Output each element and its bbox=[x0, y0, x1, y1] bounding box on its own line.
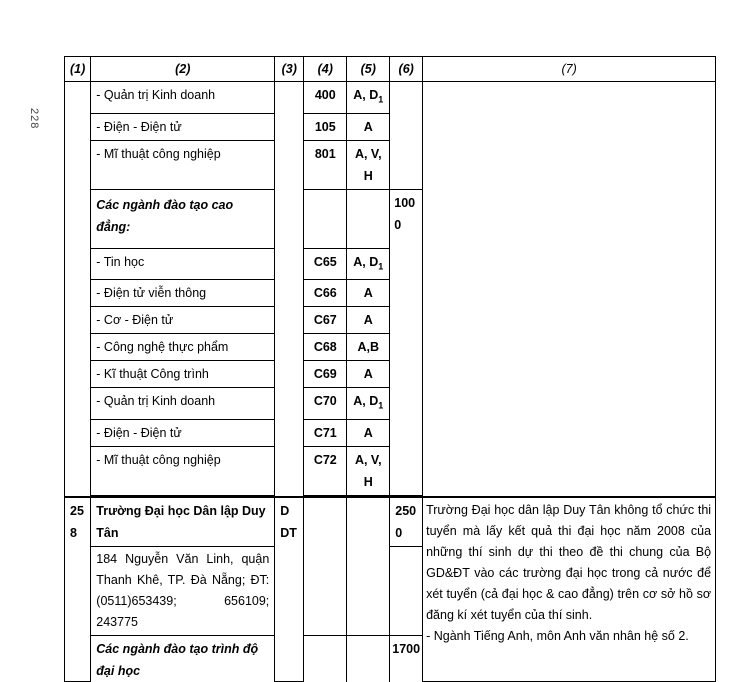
school-address: 184 Nguyễn Văn Linh, quận Thanh Khê, TP. Đà Nẵng; ĐT: (0511)653439; 656109; 243775 bbox=[91, 546, 275, 635]
major-code: 105 bbox=[304, 113, 347, 140]
major-name: - Cơ - Điện tử bbox=[91, 307, 275, 334]
major-code: C69 bbox=[304, 361, 347, 388]
major-name: - Mĩ thuật công nghiệp bbox=[91, 140, 275, 189]
quota-cell-empty bbox=[390, 82, 423, 190]
exam-block: A bbox=[347, 113, 390, 140]
empty-cell bbox=[304, 189, 347, 248]
code-cell-empty bbox=[275, 82, 304, 497]
note-2: - Ngành Tiếng Anh, môn Anh văn nhân hệ số 2. bbox=[426, 628, 689, 643]
major-name: - Tin học bbox=[91, 248, 275, 280]
major-name: - Điện - Điện tử bbox=[91, 419, 275, 446]
school-code: DDT bbox=[275, 497, 304, 682]
exam-block: A, $D_1$ bbox=[347, 82, 390, 114]
major-code: C70 bbox=[304, 388, 347, 420]
index-cell-empty bbox=[65, 82, 91, 497]
col-header-1: (1) bbox=[65, 57, 91, 82]
school-name: Trường Đại học Dân lập Duy Tân bbox=[91, 497, 275, 547]
admissions-table bbox=[64, 56, 716, 682]
major-code: C68 bbox=[304, 334, 347, 361]
major-name: - Quản trị Kinh doanh bbox=[91, 388, 275, 420]
exam-block: A, V, H bbox=[347, 140, 390, 189]
major-name: - Công nghệ thực phẩm bbox=[91, 334, 275, 361]
school-quota: 2500 bbox=[390, 497, 423, 547]
major-code: C65 bbox=[304, 248, 347, 280]
col-header-2: (2) bbox=[91, 57, 275, 82]
school-notes bbox=[423, 497, 716, 682]
notes-cell-empty bbox=[423, 82, 716, 497]
major-code: C72 bbox=[304, 446, 347, 495]
exam-block: A bbox=[347, 280, 390, 307]
empty-cell bbox=[390, 546, 423, 635]
empty-cell bbox=[304, 497, 347, 636]
col-header-7: (7) bbox=[423, 57, 716, 82]
exam-block: A, V, H bbox=[347, 446, 390, 495]
table-row bbox=[65, 82, 716, 114]
college-quota: 1000 bbox=[390, 189, 423, 495]
note-1: Trường Đại học dân lập Duy Tân không tổ chức thi tuyển mà lấy kết quả thi đại học năm 2008 của những thí sinh dự thi theo đề thi chung của Bộ GD&ĐT vào các trường đại học trong cả nước để xét tuyển (cả đại học & cao đẳng) trên cơ sở hồ sơ đăng kí xét tuyển của thí sinh. bbox=[426, 502, 712, 622]
empty-cell bbox=[347, 635, 390, 682]
empty-cell bbox=[304, 635, 347, 682]
exam-block: A bbox=[347, 361, 390, 388]
header-row bbox=[65, 57, 716, 82]
university-quota: 1700 bbox=[390, 635, 423, 682]
exam-block: A bbox=[347, 419, 390, 446]
col-header-5: (5) bbox=[347, 57, 390, 82]
exam-block: A,B bbox=[347, 334, 390, 361]
major-name: - Điện - Điện tử bbox=[91, 113, 275, 140]
empty-cell bbox=[347, 497, 390, 636]
col-header-3: (3) bbox=[275, 57, 304, 82]
major-code: C71 bbox=[304, 419, 347, 446]
exam-block: A, $D_1$ bbox=[347, 248, 390, 280]
col-header-4: (4) bbox=[304, 57, 347, 82]
major-code: C67 bbox=[304, 307, 347, 334]
major-name: - Mĩ thuật công nghiệp bbox=[91, 446, 275, 495]
exam-block: A bbox=[347, 307, 390, 334]
major-code: 400 bbox=[304, 82, 347, 114]
major-code: C66 bbox=[304, 280, 347, 307]
major-name: - Điện tử viễn thông bbox=[91, 280, 275, 307]
school-row bbox=[65, 497, 716, 547]
empty-cell bbox=[347, 189, 390, 248]
university-heading: Các ngành đào tạo trình độ đại học bbox=[91, 635, 275, 682]
college-heading: Các ngành đào tạo cao đẳng: bbox=[91, 189, 275, 248]
major-code: 801 bbox=[304, 140, 347, 189]
major-name: - Quản trị Kinh doanh bbox=[91, 82, 275, 114]
col-header-6: (6) bbox=[390, 57, 423, 82]
school-index: 258 bbox=[65, 497, 91, 682]
major-name: - Kĩ thuật Công trình bbox=[91, 361, 275, 388]
exam-block: A, $D_1$ bbox=[347, 388, 390, 420]
page-number: 228 bbox=[28, 108, 40, 130]
